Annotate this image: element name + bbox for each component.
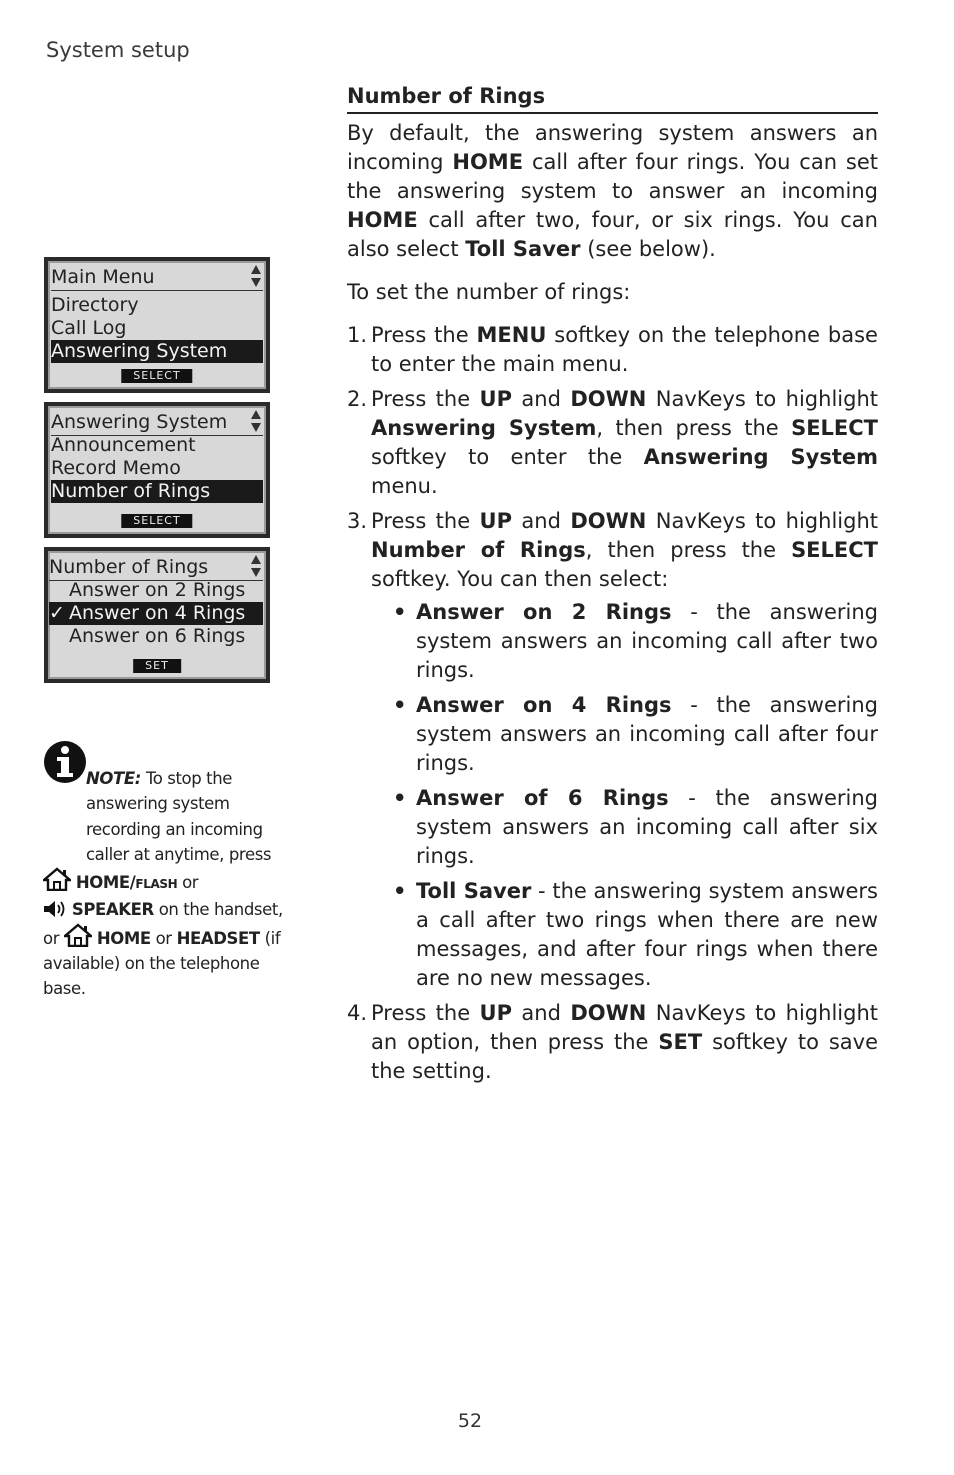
lcd-row — [49, 625, 263, 648]
lcd-screen-answering-system — [44, 402, 270, 538]
speaker-icon — [43, 900, 67, 918]
home-icon — [64, 923, 92, 947]
note-block — [43, 740, 283, 1002]
lcd-row-text: Answer on 4 Rings — [69, 602, 246, 624]
check-mark-icon: ✓ — [49, 602, 65, 624]
lcd-row-highlighted: Answering System — [51, 340, 263, 363]
lcd-row-highlighted — [49, 602, 263, 625]
main-content — [347, 82, 878, 1092]
lcd-title — [49, 555, 263, 581]
list-item: • Toll Saver - the answering system answers a call after two rings when there are new messages, and after four rings when there are no new messages. — [393, 879, 878, 990]
step-4: 4. Press the UP and DOWN NavKeys to highlight an option, then press the SET softkey to save the setting. — [347, 1001, 878, 1083]
step-number: 1. — [347, 323, 368, 347]
home-icon — [43, 867, 71, 891]
lcd-row: Announcement — [51, 434, 196, 456]
page-number: 52 — [457, 1410, 483, 1432]
note-body: HOME/FLASH or SPEAKER on the handset, or HOME or HEADSET (if available) on the telephone base. — [43, 867, 283, 1001]
lcd-title-text: Number of Rings — [49, 556, 209, 578]
up-down-arrows-icon — [250, 264, 262, 288]
lcd-row — [49, 579, 263, 602]
lcd-row-text: Answer on 6 Rings — [69, 625, 246, 647]
info-icon — [43, 740, 87, 784]
lcd-row-highlighted: Number of Rings — [51, 480, 263, 503]
lcd-row: Call Log — [51, 317, 127, 339]
softkey-set: SET — [133, 659, 181, 673]
lcd-row-text: Answer on 2 Rings — [69, 579, 246, 601]
lcd-row: Record Memo — [51, 457, 181, 479]
lcd-screen-number-of-rings — [44, 547, 270, 683]
softkey-select: SELECT — [121, 514, 192, 528]
lcd-title — [51, 265, 263, 291]
note-label: NOTE: — [86, 769, 141, 788]
note-text: To stop the answering system recording an incoming caller at anytime, press — [86, 769, 272, 864]
step-number: 2. — [347, 387, 368, 411]
list-item: • Answer on 2 Rings - the answering system answers an incoming call after two rings. — [393, 600, 878, 682]
lcd-row: Directory — [51, 294, 139, 316]
section-heading: Number of Rings — [347, 82, 878, 114]
step-1: 1. Press the MENU softkey on the telephone base to enter the main menu. — [347, 323, 878, 376]
lcd-title — [51, 410, 263, 436]
lcd-title-text: Main Menu — [51, 266, 155, 288]
up-down-arrows-icon — [250, 409, 262, 433]
step-3: 3. Press the UP and DOWN NavKeys to highlight Number of Rings, then press the SELECT softkey. You can then select: • Answer on 2 Rings - the answering system answers an incoming call after two rings. • Answer on 4 Rings - the answering system answers an incoming call after four rings. • Answer of 6 Rings - the answering system answers an incoming call after six rings. • Toll Saver - the answering system answers a call after two rings when there are new messages, and after four rings when there are no new messages. — [347, 507, 878, 993]
section-header: System setup — [46, 38, 190, 62]
home-flash-label: HOME/FLASH — [75, 873, 178, 893]
lcd-screen-main-menu — [44, 257, 270, 393]
softkey-select: SELECT — [121, 369, 192, 383]
option-list — [371, 598, 878, 993]
intro-paragraph: By default, the answering system answers an incoming HOME call after four rings. You can set the answering system to answer an incoming HOME call after two, four, or six rings. You can also select Toll Saver (see below). — [347, 121, 878, 261]
lead-paragraph: To set the number of rings: — [347, 280, 631, 304]
up-down-arrows-icon — [250, 554, 262, 578]
step-number: 4. — [347, 1001, 368, 1025]
lcd-title-text: Answering System — [51, 411, 228, 433]
list-item: • Answer of 6 Rings - the answering system answers an incoming call after six rings. — [393, 786, 878, 868]
step-2: 2. Press the UP and DOWN NavKeys to highlight Answering System, then press the SELECT softkey to enter the Answering System menu. — [347, 387, 879, 498]
step-number: 3. — [347, 509, 368, 533]
list-item: • Answer on 4 Rings - the answering system answers an incoming call after four rings. — [393, 693, 878, 775]
